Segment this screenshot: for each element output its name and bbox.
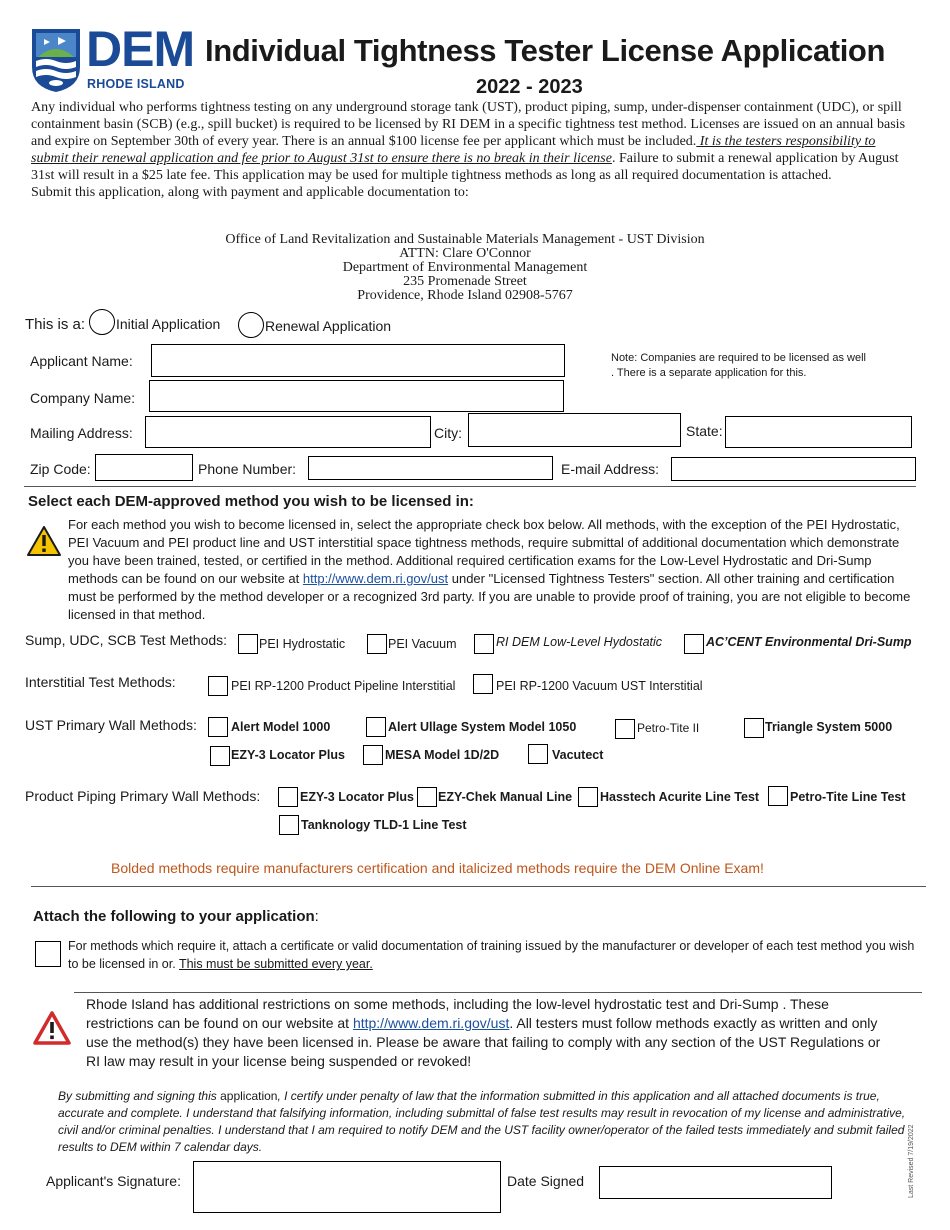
logo-text: DEM xyxy=(86,21,195,77)
petro-tite-ii-label: Petro-Tite II xyxy=(637,721,700,735)
pei-product-pipeline-label: PEI RP-1200 Product Pipeline Interstitial xyxy=(231,679,456,693)
methods-info-text xyxy=(68,516,918,624)
petro-tite-line-checkbox[interactable] xyxy=(768,786,788,806)
pei-vacuum-ust-label: PEI RP-1200 Vacuum UST Interstitial xyxy=(496,679,703,693)
company-name-field[interactable] xyxy=(149,380,564,412)
address-line: Providence, Rhode Island 02908-5767 xyxy=(357,288,573,303)
dri-sump-checkbox[interactable] xyxy=(684,634,704,654)
tanknology-label: Tanknology TLD-1 Line Test xyxy=(301,818,467,832)
tanknology-checkbox[interactable] xyxy=(279,815,299,835)
mailing-address-field[interactable] xyxy=(145,416,431,448)
alert-1050-label: Alert Ullage System Model 1050 xyxy=(388,720,577,734)
cert-application-word: application xyxy=(220,1089,278,1103)
company-note: Note: Companies are required to be licensed as well . There is a separate application for this. xyxy=(611,352,866,379)
ri-dem-low-level-label: RI DEM Low-Level Hydostatic xyxy=(496,635,663,649)
mesa-label: MESA Model 1D/2D xyxy=(385,748,500,762)
vacutect-checkbox[interactable] xyxy=(528,744,548,764)
attach-instruction-text: For methods which require it, attach a certificate or valid documentation of training issued by the manufacturer or developer of each test method you wish to be licensed in or. xyxy=(68,939,915,971)
phone-number-label: Phone Number: xyxy=(198,461,297,477)
app-type-label: This is a: xyxy=(25,316,86,333)
revision-date: Last Revised 7/19/2022 xyxy=(908,1124,915,1198)
intro-sentence: Any individual who performs tightness testing on any underground storage tank (UST), product piping, sump, under-dispenser containment (UDC), or spill containment basin (SCB) (e.g., spill bucket) is required to be licensed by RI DEM in a specific tightness test method. Licenses are issued on an annual basis and expire on September 30th of every year. There is an annual $100 license fee per applicant which must be included. xyxy=(31,100,906,149)
attach-every-year: This must be submitted every year. xyxy=(178,957,373,971)
mailing-address-block xyxy=(150,233,780,303)
renewal-application-label: Renewal Application xyxy=(265,318,392,334)
triangle-5000-label: Triangle System 5000 xyxy=(765,720,893,734)
pei-product-pipeline-checkbox[interactable] xyxy=(208,676,228,696)
warning-text: Rhode Island has additional restrictions on some methods, including the low-level hydrostatic test and Dri-Sump . These restrictions can be found on our website at xyxy=(86,996,829,1031)
pei-hydrostatic-label: PEI Hydrostatic xyxy=(259,637,346,651)
mailing-address-label: Mailing Address: xyxy=(30,425,133,441)
attach-heading-text: Attach the following to your application xyxy=(33,908,315,925)
methods-info-sentence: For each method you wish to become licensed in, select the appropriate check box below. All methods, with the exception of the PEI Hydrostatic, PEI Vacuum and PEI product line and UST interstitial space tightness methods, require submittal of additional documentation which demonstrate you have been trained, tested, or certified in the method. Additional required certification exams for the Low-Level Hydrostatic and Dri-Sump methods can be found on our website at xyxy=(68,517,900,586)
year-range: 2022 - 2023 xyxy=(476,76,583,98)
state-field[interactable] xyxy=(725,416,912,448)
submit-instruction: Submit this application, along with payment and applicable documentation to: xyxy=(31,185,469,200)
signature-label: Applicant's Signature: xyxy=(46,1173,181,1189)
divider xyxy=(31,886,926,887)
warning-text-cont: . All testers must follow methods exactly as written and only use the method(s) they have been licensed in. Please be aware that failing to comply with any section of the UST Regulations or RI law may result in your license being suspended or revoked! xyxy=(86,1015,881,1069)
vacutect-label: Vacutect xyxy=(552,748,604,762)
address-line: Office of Land Revitalization and Sustainable Materials Management - UST Division xyxy=(225,232,705,247)
ust-website-link[interactable]: http://www.dem.ri.gov/ust xyxy=(302,571,449,586)
initial-application-label: Initial Application xyxy=(116,316,221,332)
applicant-name-label: Applicant Name: xyxy=(30,353,133,369)
pipe-ezy3-label: EZY-3 Locator Plus xyxy=(300,790,414,804)
state-label: State: xyxy=(686,423,723,439)
initial-application-radio[interactable] xyxy=(89,309,115,335)
page-title: Individual Tightness Tester License Application xyxy=(205,33,885,68)
zip-code-field[interactable] xyxy=(95,454,193,481)
address-line: Department of Environmental Management xyxy=(342,260,588,275)
pei-vacuum-checkbox[interactable] xyxy=(367,634,387,654)
pei-hydrostatic-checkbox[interactable] xyxy=(238,634,258,654)
dem-logo xyxy=(30,21,195,95)
ri-dem-low-level-checkbox[interactable] xyxy=(474,634,494,654)
alert-1050-checkbox[interactable] xyxy=(366,717,386,737)
pei-vacuum-label: PEI Vacuum xyxy=(388,637,457,651)
date-signed-label: Date Signed xyxy=(507,1173,585,1189)
company-name-label: Company Name: xyxy=(30,390,136,406)
cert-text-cont: , I certify under penalty of law that the information submitted in this application and all attached documents is true, accurate and complete. I understand that falsifying information, including submittal of false test results may result in revocation of my license and administrative, civil and/or criminal penalties. I understand that I am required to notify DEM and the UST facility owner/operator of the failed tests immediately and submit failed results to DEM within 7 calendar days. xyxy=(58,1089,906,1154)
divider xyxy=(24,486,916,487)
ust-methods-label: UST Primary Wall Methods: xyxy=(25,717,197,733)
caution-triangle-icon xyxy=(26,525,62,557)
interstitial-methods-label: Interstitial Test Methods: xyxy=(25,674,176,690)
pipe-ezy3-checkbox[interactable] xyxy=(278,787,298,807)
methods-legend: Bolded methods require manufacturers certification and italicized methods require the DEM Online Exam! xyxy=(111,860,764,876)
hasstech-label: Hasstech Acurite Line Test xyxy=(600,790,760,804)
sump-methods-label: Sump, UDC, SCB Test Methods: xyxy=(25,632,228,648)
petro-tite-ii-checkbox[interactable] xyxy=(615,719,635,739)
attach-heading-colon: : xyxy=(314,908,319,925)
triangle-5000-checkbox[interactable] xyxy=(744,718,764,738)
warning-triangle-icon xyxy=(32,1010,72,1046)
ust-ezy3-label: EZY-3 Locator Plus xyxy=(231,748,345,762)
certification-statement xyxy=(58,1088,910,1156)
methods-info-sentence-cont: under "Licensed Tightness Testers" section. All other training and certification must be performed by the method developer or a recognized 3rd party. If you are unable to provide proof of training, you are not eligible to become licensed in that method. xyxy=(68,571,911,622)
applicant-name-field[interactable] xyxy=(151,344,565,377)
petro-tite-line-label: Petro-Tite Line Test xyxy=(790,790,906,804)
renewal-responsibility: It is the testers responsibility to submit their renewal application and fee prior to August 31st to ensure there is no break in their license xyxy=(31,134,876,166)
signature-field[interactable] xyxy=(193,1161,501,1213)
divider xyxy=(74,992,922,993)
renewal-application-radio[interactable] xyxy=(238,312,264,338)
ust-ezy3-checkbox[interactable] xyxy=(210,746,230,766)
attach-instruction xyxy=(68,937,923,973)
attach-heading xyxy=(33,908,319,925)
city-field[interactable] xyxy=(468,413,681,447)
date-signed-field[interactable] xyxy=(599,1166,832,1199)
piping-methods-label: Product Piping Primary Wall Methods: xyxy=(25,788,261,804)
dri-sump-label: AC’CENT Environmental Dri-Sump xyxy=(706,635,912,649)
alert-1000-checkbox[interactable] xyxy=(208,717,228,737)
dem-emblem-icon xyxy=(30,27,82,93)
late-fee-sentence: . Failure to submit a renewal application by August 31st will result in a $25 late fee. This application may be used for multiple tightness methods as long as all required documentation is attached. xyxy=(31,151,899,183)
logo-subtext: RHODE ISLAND xyxy=(87,77,185,91)
email-address-label: E-mail Address: xyxy=(561,461,660,477)
address-line: 235 Promenade Street xyxy=(403,274,527,289)
pei-vacuum-ust-checkbox[interactable] xyxy=(473,674,493,694)
cert-text: By submitting and signing this xyxy=(58,1089,221,1103)
attach-certificate-checkbox[interactable] xyxy=(35,941,61,967)
email-address-field[interactable] xyxy=(671,457,916,481)
alert-1000-label: Alert Model 1000 xyxy=(231,720,331,734)
restrictions-warning xyxy=(86,995,896,1071)
ezy-chek-label: EZY-Chek Manual Line xyxy=(438,790,573,804)
hasstech-checkbox[interactable] xyxy=(578,787,598,807)
mesa-checkbox[interactable] xyxy=(363,745,383,765)
methods-heading: Select each DEM-approved method you wish to be licensed in: xyxy=(28,493,474,510)
address-line: ATTN: Clare O'Connor xyxy=(399,246,531,261)
restrictions-link[interactable]: http://www.dem.ri.gov/ust xyxy=(352,1015,510,1031)
zip-code-label: Zip Code: xyxy=(30,461,91,477)
intro-text xyxy=(31,99,916,201)
city-label: City: xyxy=(434,425,462,441)
phone-number-field[interactable] xyxy=(308,456,553,480)
ezy-chek-checkbox[interactable] xyxy=(417,787,437,807)
